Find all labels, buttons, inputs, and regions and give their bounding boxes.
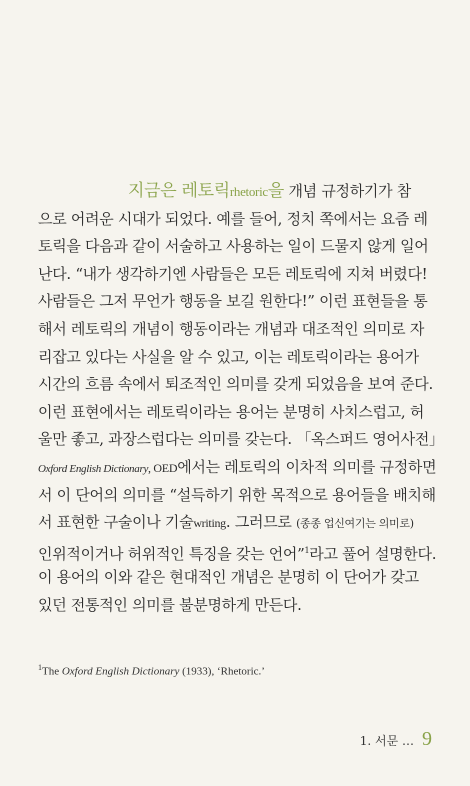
paragraph-line: 이 용어의 이와 같은 현대적인 개념은 분명히 이 단어가 갖고 bbox=[38, 568, 419, 587]
footnote-number: 1 bbox=[38, 663, 42, 672]
footnote bbox=[38, 663, 438, 678]
paragraph-line bbox=[38, 537, 440, 565]
running-footer bbox=[360, 728, 432, 751]
line-text: 개념 규정하기가 참 bbox=[284, 182, 411, 200]
line-text: 인위적이거나 허위적인 특징을 갖는 언어” bbox=[38, 544, 305, 563]
paragraph-line: 난다. “내가 생각하기엔 사람들은 모든 레토릭에 지쳐 버렸다! bbox=[38, 264, 428, 283]
paragraph-line bbox=[38, 454, 440, 482]
line-text: 라고 풀어 설명한다. bbox=[309, 544, 437, 563]
paragraph-line: 이런 표현에서는 레토릭이라는 용어는 분명히 사치스럽고, 허 bbox=[38, 402, 425, 421]
line-text: . 그러므로 bbox=[225, 513, 297, 532]
chapter-label: 1. 서문 … bbox=[359, 734, 414, 748]
line-text: 에서는 레토릭의 이차적 의미를 규정하면 bbox=[177, 457, 437, 476]
paragraph-line: 리잡고 있다는 사실을 알 수 있고, 이는 레토릭이라는 용어가 bbox=[38, 347, 419, 366]
footnote-marker: 1 bbox=[304, 545, 310, 555]
paragraph-line: 으로 어려운 시대가 되었다. 예를 들어, 정치 쪽에서는 요즘 레 bbox=[38, 209, 428, 228]
footnote-title: Oxford English Dictionary bbox=[61, 665, 180, 678]
body-text bbox=[38, 178, 444, 620]
paragraph-line: 사람들은 그저 무언가 행동을 보길 원한다!” 이런 표현들을 통 bbox=[38, 292, 428, 311]
parenthetical: (종종 업신여기는 의미로) bbox=[296, 517, 414, 531]
page-number: 9 bbox=[422, 728, 432, 750]
paragraph-line: 울만 좋고, 과장스럽다는 의미를 갖는다. 「옥스퍼드 영어사전」 bbox=[38, 430, 444, 449]
oed-abbrev: , OED bbox=[148, 460, 178, 475]
paragraph-line bbox=[38, 509, 440, 537]
line-text: 서 표현한 구술이나 기술 bbox=[38, 513, 194, 532]
paragraph-line: 토릭을 다음과 같이 서술하고 사용하는 일이 드물지 않게 일어 bbox=[38, 237, 429, 256]
footnote-text: (1933), ‘Rhetoric.’ bbox=[179, 665, 265, 678]
paragraph-line bbox=[38, 178, 440, 206]
english-gloss: writing bbox=[193, 516, 226, 531]
paragraph-line: 해서 레토릭의 개념이 행동이라는 개념과 대조적인 의미로 자 bbox=[38, 319, 425, 338]
paragraph-line: 시간의 흐름 속에서 퇴조적인 의미를 갖게 되었음을 보여 준다. bbox=[38, 375, 433, 394]
lead-phrase: 지금은 레토릭 bbox=[128, 181, 230, 201]
paragraph-line: 서 이 단어의 의미를 “설득하기 위한 목적으로 용어들을 배치해 bbox=[38, 485, 436, 504]
oed-title: Oxford English Dictionary bbox=[38, 462, 149, 475]
footnote-text: The bbox=[42, 665, 62, 678]
lead-english-term: rhetoric bbox=[229, 184, 268, 199]
lead-particle: 을 bbox=[267, 181, 284, 201]
paragraph-line: 있던 전통적인 의미를 불분명하게 만든다. bbox=[38, 595, 302, 614]
